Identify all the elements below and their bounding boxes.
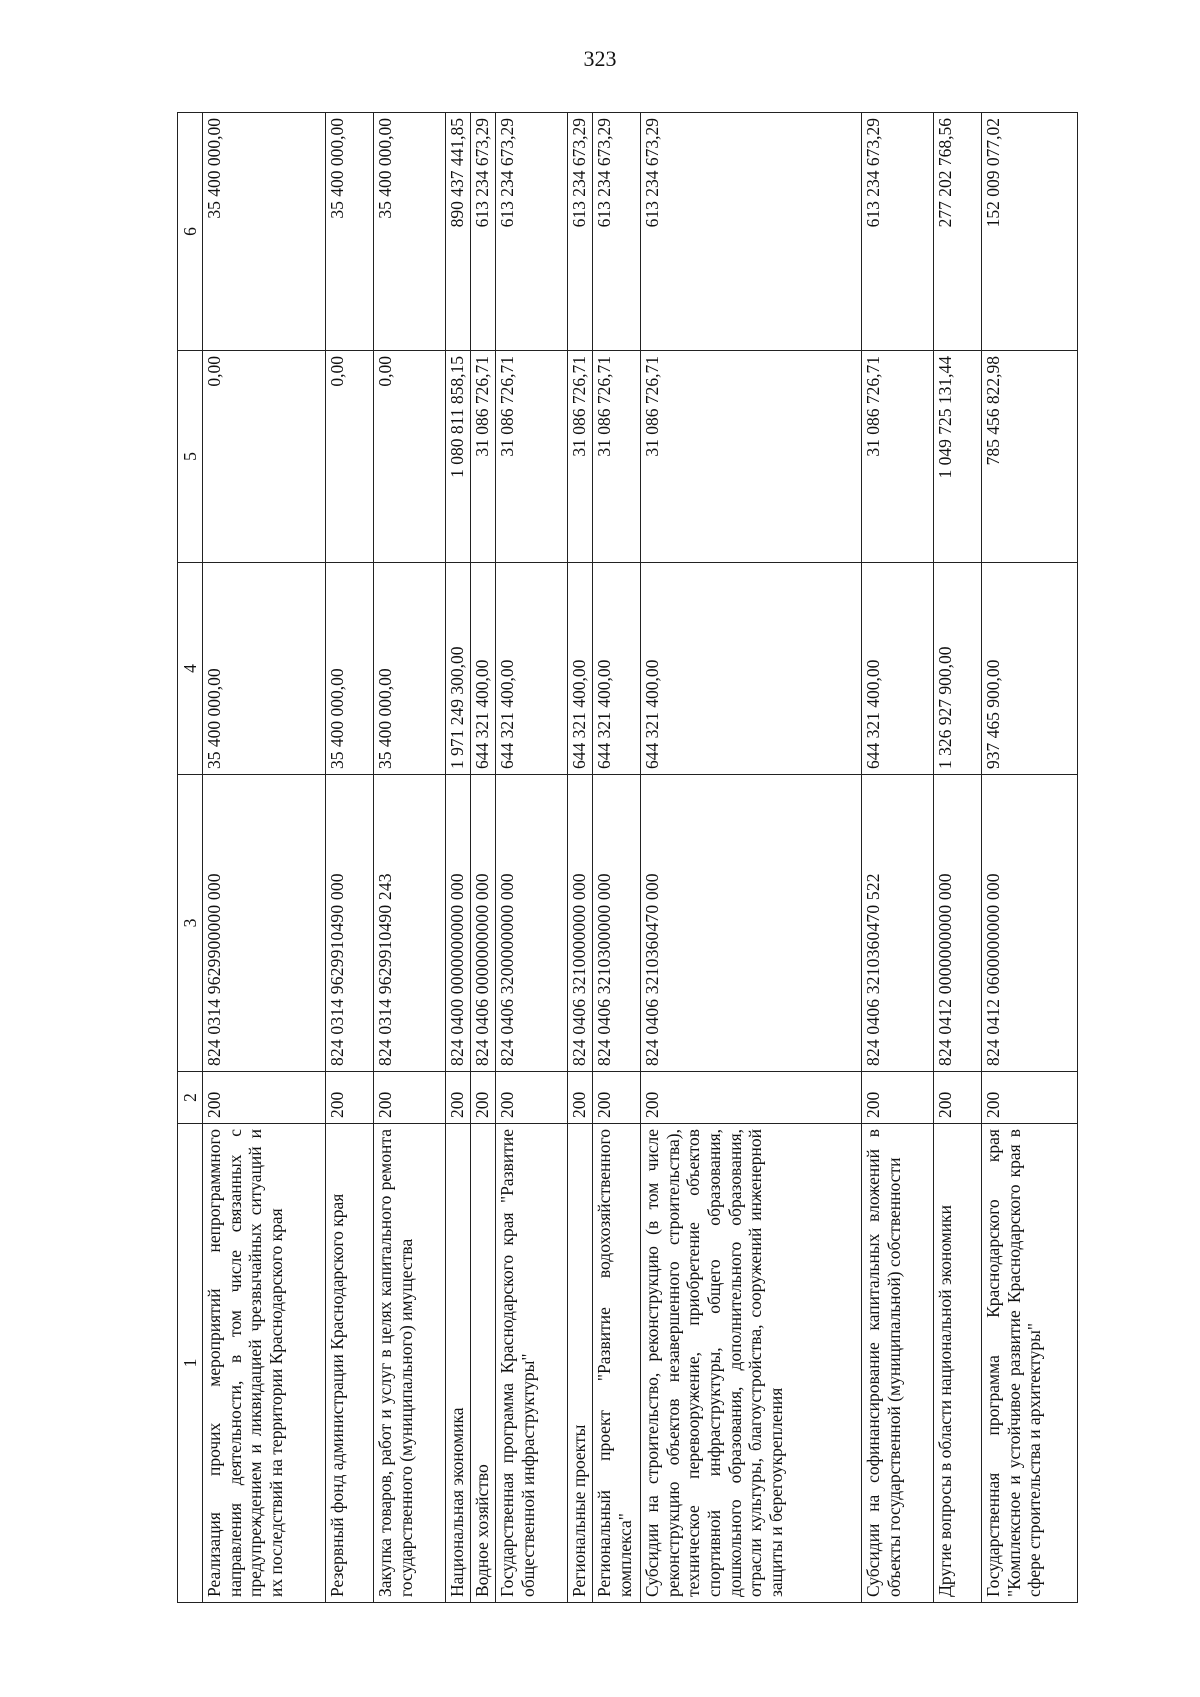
row-value-6: 35 400 000,00: [374, 113, 446, 351]
table-row: [934, 113, 982, 1603]
row-kbk: 824 0406 0000000000 000: [471, 775, 496, 1072]
row-value-5: 31 086 726,71: [641, 351, 862, 563]
row-name: Другие вопросы в области национальной экономики: [934, 1124, 982, 1603]
row-kbk: 824 0314 9629900000 000: [203, 775, 326, 1072]
table-row: [982, 113, 1078, 1603]
row-value-4: 644 321 400,00: [862, 563, 934, 775]
row-name: Региональный проект "Развитие водохозяйственного комплекса": [593, 1124, 641, 1603]
row-value-4: 644 321 400,00: [496, 563, 568, 775]
row-kbk: 824 0314 9629910490 243: [374, 775, 446, 1072]
row-value-4: 644 321 400,00: [471, 563, 496, 775]
row-value-4: 1 326 927 900,00: [934, 563, 982, 775]
row-value-4: 35 400 000,00: [374, 563, 446, 775]
column-header: 3: [178, 775, 203, 1072]
table-row: [374, 113, 446, 1603]
row-name: Реализация прочих мероприятий непрограммного направления деятельности, в том числе связанных с предупреждением и ликвидацией чрезвычайных ситуаций и их последствий на территории Краснодарского края: [203, 1124, 326, 1603]
row-value-5: 31 086 726,71: [593, 351, 641, 563]
row-value-4: 35 400 000,00: [203, 563, 326, 775]
row-kbk: 824 0406 3200000000 000: [496, 775, 568, 1072]
row-name: Водное хозяйство: [471, 1124, 496, 1603]
table-row: [496, 113, 568, 1603]
row-kbk: 824 0406 3210300000 000: [593, 775, 641, 1072]
column-header: 6: [178, 113, 203, 351]
row-value-5: 1 049 725 131,44: [934, 351, 982, 563]
row-value-5: 31 086 726,71: [496, 351, 568, 563]
row-name: Субсидии на строительство, реконструкцию (в том числе реконструкцию объектов незавершенного строительства), техническое перевооружение, приобретение объектов спортивной инфраструктуры, общего образования, дошкольного образования, дополнительного образования, отрасли культуры, благоустройства, сооружений инженерной защиты и берегоукрепления: [641, 1124, 862, 1603]
row-code: 200: [374, 1072, 446, 1124]
row-code: 200: [496, 1072, 568, 1124]
row-code: 200: [471, 1072, 496, 1124]
row-name: Государственная программа Краснодарского края "Комплексное и устойчивое развитие Краснодарского края в сфере строительства и архитектуры": [982, 1124, 1078, 1603]
row-name: Национальная экономика: [446, 1124, 471, 1603]
row-value-4: 644 321 400,00: [593, 563, 641, 775]
row-value-4: 1 971 249 300,00: [446, 563, 471, 775]
row-value-6: 35 400 000,00: [203, 113, 326, 351]
row-value-5: 1 080 811 858,15: [446, 351, 471, 563]
row-value-6: 613 234 673,29: [471, 113, 496, 351]
row-value-5: 31 086 726,71: [568, 351, 593, 563]
row-value-5: 0,00: [374, 351, 446, 563]
row-kbk: 824 0406 3210360470 000: [641, 775, 862, 1072]
row-value-6: 613 234 673,29: [641, 113, 862, 351]
row-kbk: 824 0406 3210360470 522: [862, 775, 934, 1072]
row-value-5: 31 086 726,71: [471, 351, 496, 563]
row-value-6: 613 234 673,29: [496, 113, 568, 351]
row-code: 200: [446, 1072, 471, 1124]
row-value-5: 785 456 822,98: [982, 351, 1078, 563]
page-number: 323: [583, 46, 617, 71]
row-value-4: 937 465 900,00: [982, 563, 1078, 775]
table-header-row: [178, 113, 203, 1603]
row-code: 200: [982, 1072, 1078, 1124]
row-kbk: 824 0412 0600000000 000: [982, 775, 1078, 1072]
table-row: [203, 113, 326, 1603]
row-name: Региональные проекты: [568, 1124, 593, 1603]
row-value-6: 152 009 077,02: [982, 113, 1078, 351]
row-kbk: 824 0314 9629910490 000: [326, 775, 374, 1072]
row-code: 200: [862, 1072, 934, 1124]
row-name: Закупка товаров, работ и услуг в целях капитального ремонта государственного (муниципального) имущества: [374, 1124, 446, 1603]
row-value-5: 0,00: [203, 351, 326, 563]
row-value-4: 644 321 400,00: [568, 563, 593, 775]
row-kbk: 824 0406 3210000000 000: [568, 775, 593, 1072]
table-row: [471, 113, 496, 1603]
row-value-6: 613 234 673,29: [568, 113, 593, 351]
table-row: [326, 113, 374, 1603]
row-code: 200: [641, 1072, 862, 1124]
row-value-6: 890 437 441,85: [446, 113, 471, 351]
row-value-5: 31 086 726,71: [862, 351, 934, 563]
row-code: 200: [326, 1072, 374, 1124]
row-value-4: 644 321 400,00: [641, 563, 862, 775]
table-row: [568, 113, 593, 1603]
row-name: Государственная программа Краснодарского края "Развитие общественной инфраструктуры": [496, 1124, 568, 1603]
row-code: 200: [934, 1072, 982, 1124]
table-row: [641, 113, 862, 1603]
row-value-5: 0,00: [326, 351, 374, 563]
row-name: Резервный фонд администрации Краснодарского края: [326, 1124, 374, 1603]
table-row: [593, 113, 641, 1603]
column-header: 5: [178, 351, 203, 563]
row-value-6: 35 400 000,00: [326, 113, 374, 351]
row-value-6: 613 234 673,29: [862, 113, 934, 351]
row-code: 200: [593, 1072, 641, 1124]
column-header: 4: [178, 563, 203, 775]
table-row: [446, 113, 471, 1603]
row-kbk: 824 0412 0000000000 000: [934, 775, 982, 1072]
row-value-4: 35 400 000,00: [326, 563, 374, 775]
row-code: 200: [203, 1072, 326, 1124]
table-row: [862, 113, 934, 1603]
row-code: 200: [568, 1072, 593, 1124]
column-header: 2: [178, 1072, 203, 1124]
column-header: 1: [178, 1124, 203, 1603]
row-value-6: 277 202 768,56: [934, 113, 982, 351]
row-kbk: 824 0400 0000000000 000: [446, 775, 471, 1072]
budget-table: [177, 112, 1078, 1603]
row-value-6: 613 234 673,29: [593, 113, 641, 351]
rotated-table-container: [177, 113, 1059, 1603]
row-name: Субсидии на софинансирование капитальных вложений в объекты государственной (муниципальной) собственности: [862, 1124, 934, 1603]
